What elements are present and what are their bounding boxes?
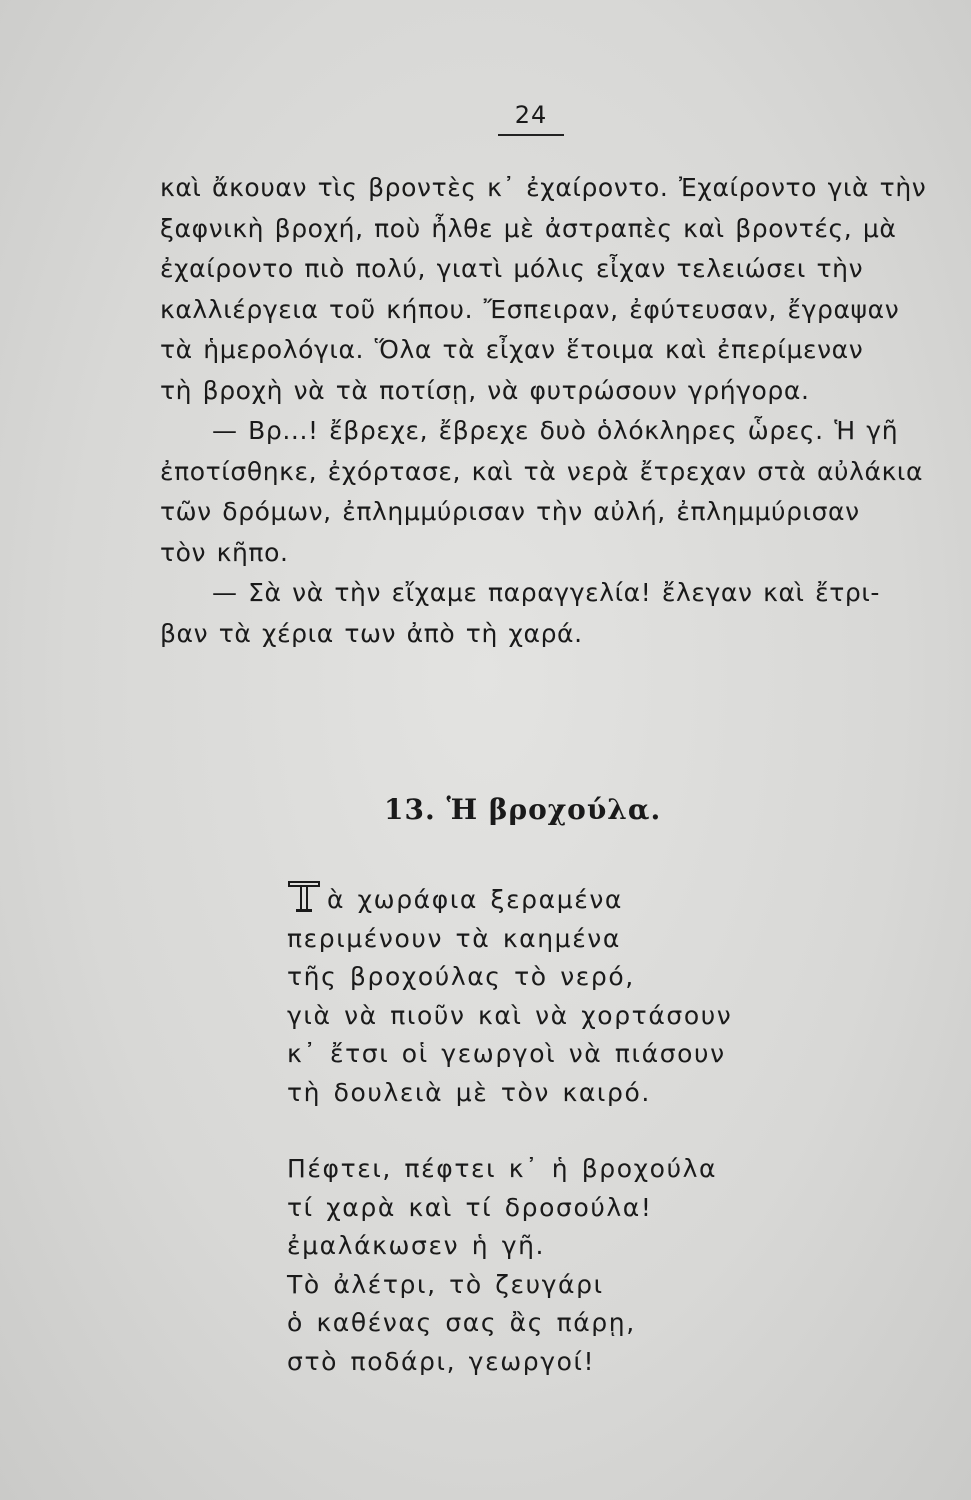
prose-line: βαν τὰ χέρια των ἀπὸ τὴ χαρά. — [160, 618, 583, 648]
prose-line: ἐποτίσθηκε, ἐχόρτασε, καὶ τὰ νερὰ ἔτρεχαν στὰ αὐλάκια — [160, 456, 924, 486]
prose-line: τὸν κῆπο. — [160, 537, 289, 567]
stanza-gap — [287, 1112, 847, 1150]
poem-stanza-2 — [287, 1150, 847, 1381]
poem-line: τῆς βροχούλας τὸ νερό, — [287, 962, 635, 991]
section-heading: 13. Ἡ βροχούλα. — [384, 793, 662, 826]
poem-line: γιὰ νὰ πιοῦν καὶ νὰ χορτάσουν — [287, 1000, 733, 1030]
page-number-underline — [498, 134, 564, 136]
poem-line — [287, 880, 847, 920]
prose-line: ἐχαίροντο πιὸ πολύ, γιατὶ μόλις εἶχαν τελειώσει τὴν — [160, 254, 864, 283]
poem-line-text: ὰ χωράφια ξεραμένα — [327, 885, 623, 914]
poem-stanza-1 — [287, 880, 847, 1112]
poem-line: τί χαρὰ καὶ τί δροσούλα! — [287, 1192, 653, 1222]
drop-cap — [287, 880, 321, 912]
poem-line: Τὸ ἀλέτρι, τὸ ζευγάρι — [287, 1269, 604, 1299]
poem-line: κ᾿ ἔτσι οἱ γεωργοὶ νὰ πιάσουν — [287, 1039, 726, 1068]
poem-line: ἐμαλάκωσεν ἡ γῆ. — [287, 1231, 546, 1260]
prose-paragraphs — [160, 168, 927, 654]
poem-line: στὸ ποδάρι, γεωργοί! — [287, 1346, 596, 1376]
prose-line: τῶν δρόμων, ἐπλημμύρισαν τὴν αὐλή, ἐπλημμύρισαν — [160, 497, 860, 526]
prose-line: καλλιέργεια τοῦ κήπου. Ἔσπειραν, ἐφύτευσαν, ἔγραψαν — [160, 294, 900, 324]
prose-line: — Σὰ νὰ τὴν εἴχαμε παραγγελία! ἔλεγαν καὶ ἔτρι- — [212, 578, 881, 607]
poem-line: ὁ καθένας σας ἂς πάρῃ, — [287, 1308, 636, 1337]
drop-cap-glyph — [287, 880, 321, 912]
poem-line: περιμένουν τὰ καημένα — [287, 923, 621, 953]
poem-line: Πέφτει, πέφτει κ᾿ ἡ βροχούλα — [287, 1154, 718, 1183]
poem-line: τὴ δουλειὰ μὲ τὸν καιρό. — [287, 1077, 651, 1107]
poem — [287, 880, 847, 1381]
prose-line: καὶ ἄκουαν τὶς βροντὲς κ᾿ ἐχαίροντο. Ἐχαίροντο γιὰ τὴν — [160, 173, 927, 202]
prose-line: — Βρ...! ἔβρεχε, ἔβρεχε δυὸ ὁλόκληρες ὧρες. Ἡ γῆ — [212, 416, 899, 445]
page-number: 24 — [514, 101, 548, 129]
prose-line: τὴ βροχὴ νὰ τὰ ποτίσῃ, νὰ φυτρώσουν γρήγορα. — [160, 375, 810, 405]
prose-line: τὰ ἡμερολόγια. Ὅλα τὰ εἶχαν ἕτοιμα καὶ ἐπερίμεναν — [160, 335, 864, 364]
prose-line: ξαφνικὴ βροχή, ποὺ ἦλθε μὲ ἀστραπὲς καὶ βροντές, μὰ — [160, 213, 897, 243]
